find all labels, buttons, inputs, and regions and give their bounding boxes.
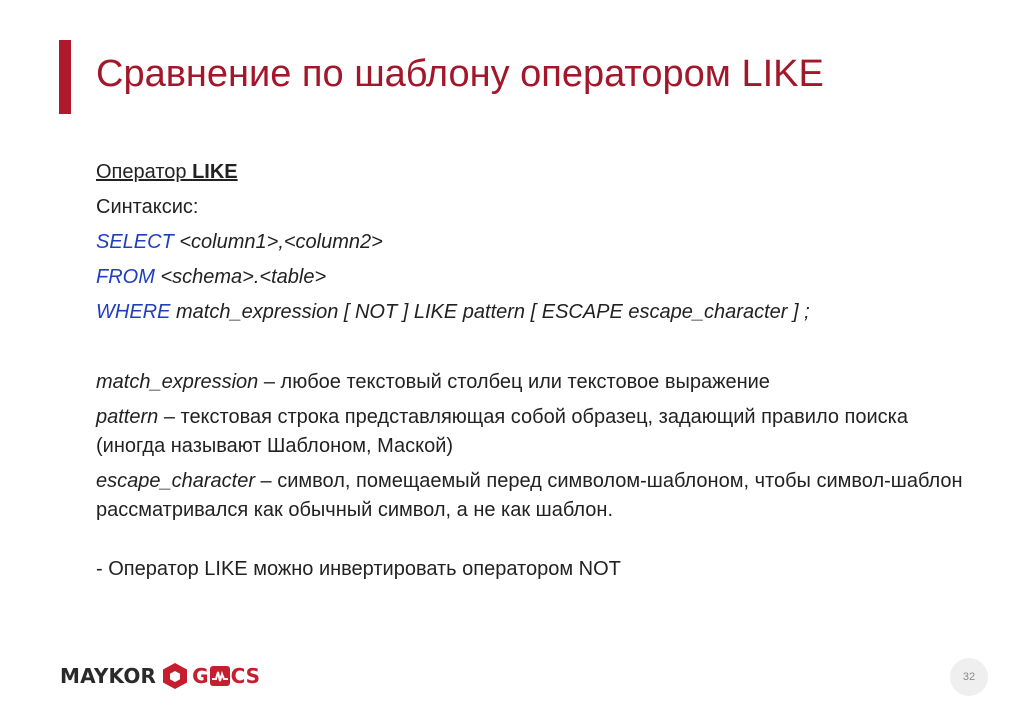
maykor-gcs-logo	[60, 659, 260, 693]
slide-body	[96, 158, 976, 590]
definition-escape-character	[96, 467, 976, 525]
logo-text-maykor: MAYKOR	[60, 664, 157, 688]
where-keyword: WHERE	[96, 301, 171, 323]
from-table: <schema>.<table>	[154, 266, 327, 288]
heading-keyword: LIKE	[192, 161, 238, 183]
definition-term: pattern	[96, 406, 159, 428]
definition-text: – любое текстовый столбец или текстовое выражение	[258, 371, 770, 393]
definition-term: escape_character	[96, 470, 255, 492]
definition-text: – текстовая строка представляющая собой образец, задающий правило поиска (иногда называют Шаблоном, Маской)	[96, 406, 908, 457]
definition-term: match_expression	[96, 371, 259, 393]
syntax-select	[96, 228, 976, 263]
heading-prefix: Оператор	[96, 161, 193, 183]
from-keyword: FROM	[96, 266, 155, 288]
definition-match-expression	[96, 368, 976, 397]
logo-letter-g: G	[192, 664, 209, 688]
logo-letters-cs: CS	[230, 664, 261, 688]
spacer	[96, 333, 976, 368]
note-text: - Оператор LIKE можно инвертировать оператором NOT	[96, 558, 621, 580]
slide-title: Сравнение по шаблону оператором LIKE	[96, 53, 824, 95]
spacer	[96, 531, 976, 555]
syntax-where	[96, 298, 976, 333]
definition-text: – символ, помещаемый перед символом-шаблоном, чтобы символ-шаблон рассматривался как обычный символ, а не как шаблон.	[96, 470, 963, 521]
sensor-wave-icon	[210, 666, 230, 686]
definition-pattern	[96, 403, 976, 461]
logo-text-gcs	[192, 664, 260, 688]
syntax-label: Синтаксис:	[96, 196, 199, 218]
page-number-badge: 32	[950, 658, 988, 696]
where-clause: match_expression [ NOT ] LIKE pattern [ ESCAPE escape_character ] ;	[170, 301, 810, 323]
select-columns: <column1>,<column2>	[173, 231, 383, 253]
hexagon-logo-icon	[162, 662, 188, 690]
operator-heading	[96, 158, 976, 193]
select-keyword: SELECT	[96, 231, 174, 253]
title-accent-bar	[59, 40, 71, 114]
syntax-from	[96, 263, 976, 298]
